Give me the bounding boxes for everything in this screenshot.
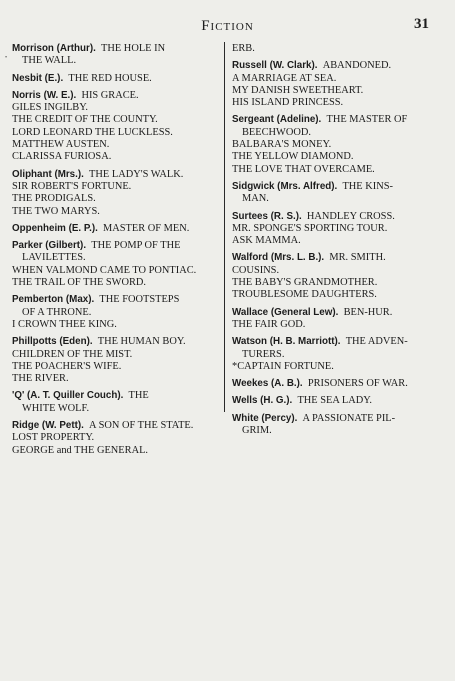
entry-first-line	[232, 378, 446, 390]
entry-first-line	[12, 240, 224, 252]
catalog-entry	[12, 294, 224, 331]
book-title: LOST PROPERTY.	[12, 432, 95, 444]
entry-first-line	[232, 336, 446, 348]
book-title: THE FOOTSTEPS	[99, 294, 180, 306]
entry-first-line	[232, 307, 446, 319]
book-title: THE LADY'S WALK.	[89, 168, 184, 180]
author-name: Weekes (A. B.).	[232, 378, 303, 390]
book-title: HANDLEY CROSS.	[306, 210, 395, 222]
book-title: HIS ISLAND PRINCESS.	[232, 97, 344, 109]
catalog-entry	[232, 413, 446, 438]
book-title: COUSINS.	[232, 264, 280, 276]
book-title: MASTER OF MEN.	[103, 222, 190, 234]
book-title: CLARISSA FURIOSA.	[12, 151, 112, 163]
author-name: White (Percy).	[232, 412, 298, 424]
book-title: MATTHEW AUSTEN.	[12, 139, 110, 151]
author-name: Ridge (W. Pett).	[12, 420, 84, 432]
entry-first-line	[12, 420, 224, 432]
book-title: A SON OF THE STATE.	[89, 420, 194, 432]
entry-first-line	[12, 336, 224, 348]
catalog-entry	[12, 390, 224, 415]
book-title: THE	[128, 390, 149, 402]
entry-first-line	[12, 43, 224, 55]
book-title: LORD LEONARD THE LUCKLESS.	[12, 126, 173, 138]
author-name: Wells (H. G.).	[232, 395, 293, 407]
entry-first-line	[12, 390, 224, 402]
author-name: Russell (W. Clark).	[232, 60, 318, 72]
catalog-entry	[232, 43, 446, 55]
catalog-entry	[232, 307, 446, 332]
column-divider	[224, 42, 225, 412]
entry-first-line	[232, 413, 446, 425]
book-title: THE MASTER OF	[326, 114, 408, 126]
entry-first-line	[232, 114, 446, 126]
entry-first-line	[12, 294, 224, 306]
entry-first-line	[12, 90, 224, 102]
book-title: PRISONERS OF WAR.	[307, 378, 408, 390]
catalog-entry	[232, 336, 446, 373]
book-title: THE SEA LADY.	[297, 395, 373, 407]
author-name: Oliphant (Mrs.).	[12, 168, 84, 180]
book-title: THE KINS-	[342, 180, 393, 192]
page-header-title: Fiction	[201, 18, 254, 34]
book-title: THE BABY'S GRANDMOTHER.	[232, 277, 378, 289]
title-continuation: LAVILETTES.	[22, 252, 86, 264]
author-name: Pemberton (Max).	[12, 294, 95, 306]
title-continuation: THE WALL.	[22, 55, 77, 67]
catalog-entry	[232, 181, 446, 206]
entry-first-line	[232, 395, 446, 407]
title-continuation: TURERS.	[242, 348, 285, 360]
book-title: CHILDREN OF THE MIST.	[12, 348, 133, 360]
book-title: I CROWN THEE KING.	[12, 318, 117, 330]
author-name: Phillpotts (Eden).	[12, 336, 93, 348]
author-name: Sergeant (Adeline).	[232, 114, 322, 126]
author-name: Sidgwick (Mrs. Alfred).	[232, 180, 338, 192]
book-title: THE HOLE IN	[101, 43, 166, 54]
entry-first-line	[12, 169, 224, 181]
page-number: 31	[414, 16, 429, 32]
book-title: MR. SPONGE'S SPORTING TOUR.	[232, 222, 388, 234]
entry-first-line	[232, 211, 446, 223]
left-column	[12, 43, 224, 462]
book-title: THE TWO MARYS.	[12, 205, 100, 217]
book-title: HIS GRACE.	[81, 89, 139, 101]
book-title: THE POACHER'S WIFE.	[12, 360, 122, 372]
title-continuation: MAN.	[242, 193, 269, 205]
catalog-entry	[12, 43, 224, 68]
author-name: Surtees (R. S.).	[232, 210, 302, 222]
title-continuation: BEECHWOOD.	[242, 126, 311, 138]
catalog-entry	[232, 60, 446, 109]
entry-first-line	[12, 223, 224, 235]
author-name: Nesbit (E.).	[12, 72, 64, 84]
entry-first-line	[232, 181, 446, 193]
catalog-entry	[12, 420, 224, 457]
book-title: A MARRIAGE AT SEA.	[232, 72, 337, 84]
catalog-entry	[12, 73, 224, 85]
catalog-entry	[12, 169, 224, 218]
book-title: THE LOVE THAT OVERCAME.	[232, 163, 375, 175]
book-title: THE YELLOW DIAMOND.	[232, 151, 354, 163]
author-name: Walford (Mrs. L. B.).	[232, 252, 325, 264]
book-title: THE PRODIGALS.	[12, 193, 96, 205]
book-title: THE POMP OF THE	[91, 240, 181, 252]
title-continuation: WHITE WOLF.	[22, 402, 90, 414]
book-title: MY DANISH SWEETHEART.	[232, 84, 364, 96]
author-name: Norris (W. E.).	[12, 89, 77, 101]
book-title: *CAPTAIN FORTUNE.	[232, 360, 334, 372]
book-title: BEN-HUR.	[343, 306, 393, 318]
book-title: THE RIVER.	[12, 373, 69, 385]
book-title: GILES INGILBY.	[12, 102, 89, 114]
title-continuation: GRIM.	[242, 425, 272, 437]
book-title: ASK MAMMA.	[232, 235, 301, 247]
catalog-entry	[12, 240, 224, 289]
margin-mark: •	[5, 55, 8, 61]
book-title: A PASSIONATE PIL-	[302, 412, 396, 424]
book-title: THE FAIR GOD.	[232, 318, 306, 330]
author-name: Watson (H. B. Marriott).	[232, 336, 341, 348]
catalog-entry	[12, 223, 224, 235]
catalog-entry	[232, 395, 446, 407]
book-title: SIR ROBERT'S FORTUNE.	[12, 180, 132, 192]
catalog-entry	[12, 90, 224, 164]
title-continuation: OF A THRONE.	[22, 306, 92, 318]
book-title: GEORGE and THE GENERAL.	[12, 444, 149, 456]
book-title: THE ADVEN-	[345, 336, 408, 348]
book-title: TROUBLESOME DAUGHTERS.	[232, 289, 377, 301]
entry-first-line	[232, 60, 446, 72]
entry-first-line	[12, 73, 224, 85]
catalog-entry	[232, 114, 446, 175]
catalog-entry	[12, 336, 224, 385]
author-name: 'Q' (A. T. Quiller Couch).	[12, 390, 124, 402]
book-title: BALBARA'S MONEY.	[232, 139, 332, 151]
author-name: Wallace (General Lew).	[232, 306, 339, 318]
book-title: ABANDONED.	[322, 60, 392, 72]
book-title: THE HUMAN BOY.	[97, 336, 186, 348]
author-name: Morrison (Arthur).	[12, 43, 96, 54]
book-title: THE RED HOUSE.	[68, 72, 152, 84]
right-column	[232, 43, 446, 442]
catalog-entry	[232, 252, 446, 301]
author-name: Parker (Gilbert).	[12, 240, 87, 252]
book-title: THE TRAIL OF THE SWORD.	[12, 277, 147, 289]
book-title: MR. SMITH.	[329, 252, 386, 264]
book-title: ERB.	[232, 43, 255, 54]
entry-first-line	[232, 43, 446, 55]
catalog-entry	[232, 378, 446, 390]
book-title: WHEN VALMOND CAME TO PONTIAC.	[12, 264, 197, 276]
catalog-entry	[232, 211, 446, 248]
author-name: Oppenheim (E. P.).	[12, 222, 98, 234]
entry-first-line	[232, 252, 446, 264]
book-title: THE CREDIT OF THE COUNTY.	[12, 114, 158, 126]
